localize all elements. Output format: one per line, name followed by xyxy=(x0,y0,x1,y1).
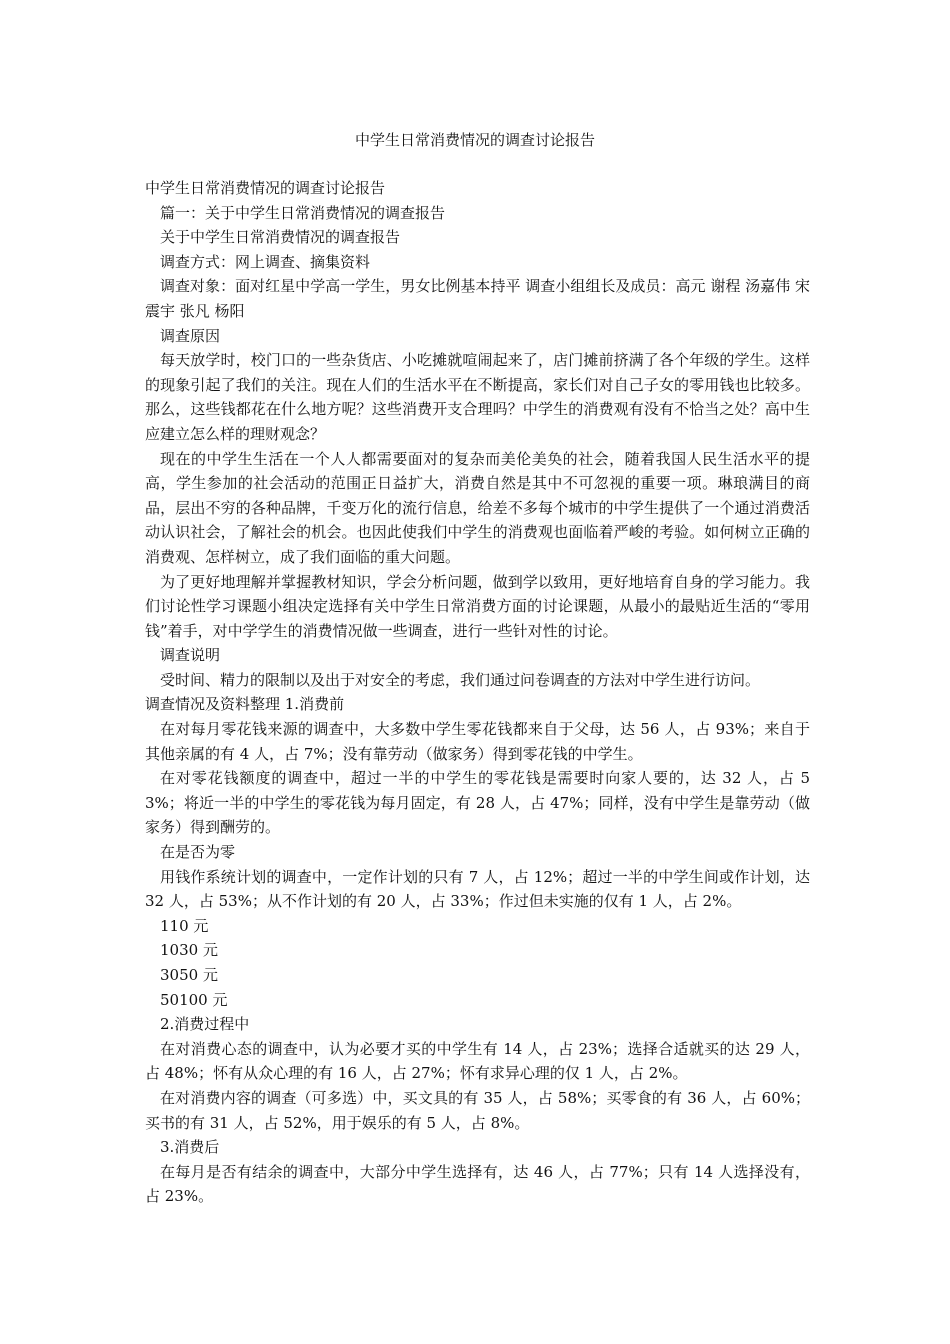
paragraph: 在对零花钱额度的调查中，超过一半的中学生的零花钱是需要时向家人要的，达 32 人，占 53%；将近一半的中学生的零花钱为每月固定，有 28 人，占 47%；同样，没有中学生是靠劳动（做家务）得到酬劳的。 xyxy=(145,769,810,837)
paragraph: 用钱作系统计划的调查中，一定作计划的只有 7 人，占 12%；超过一半的中学生间或作计划，达 32 人，占 53%；从不作计划的有 20 人，占 33%；作过但未实施的仅有 1 人，占 2%。 xyxy=(145,867,810,911)
paragraph: 在对每月零花钱来源的调查中，大多数中学生零花钱都来自于父母，达 56 人，占 93%；来自于其他亲属的有 4 人，占 7%；没有靠劳动（做家务）得到零花钱的中学生。 xyxy=(145,720,810,763)
paragraph: 50100 元 xyxy=(160,990,228,1009)
paragraph: 调查情况及资料整理 1.消费前 xyxy=(145,695,345,714)
paragraph: 2.消费过程中 xyxy=(160,1015,250,1034)
paragraph: 110 元 xyxy=(160,916,209,935)
paragraph: 关于中学生日常消费情况的调查报告 xyxy=(160,228,401,247)
paragraph: 调查原因 xyxy=(160,326,221,345)
paragraph: 每天放学时，校门口的一些杂货店、小吃摊就喧闹起来了，店门摊前挤满了各个年级的学生。这样的现象引起了我们的关注。现在人们的生活水平在不断提高，家长们对自己子女的零用钱也比较多。那么，这些钱都花在什么地方呢？这些消费开支合理吗？中学生的消费观有没有不恰当之处？高中生应建立怎么样的理财观念？ xyxy=(145,351,810,443)
paragraph: 在每月是否有结余的调查中，大部分中学生选择有，达 46 人，占 77%；只有 14 人选择没有，占 23%。 xyxy=(145,1162,810,1206)
paragraph: 调查对象：面对红星中学高一学生，男女比例基本持平 调查小组组长及成员：高元 谢程 汤嘉伟 宋震宇 张凡 杨阳 xyxy=(145,277,810,320)
paragraph: 篇一：关于中学生日常消费情况的调查报告 xyxy=(160,203,446,222)
document-body xyxy=(145,176,810,1209)
paragraph: 1030 元 xyxy=(160,941,218,960)
paragraph: 中学生日常消费情况的调查讨论报告 xyxy=(145,179,386,197)
paragraph: 在对消费内容的调查（可多选）中，买文具的有 35 人，占 58%；买零食的有 36 人，占 60%；买书的有 31 人，占 52%，用于娱乐的有 5 人，占 8%。 xyxy=(145,1088,810,1132)
paragraph: 调查方式：网上调查、摘集资料 xyxy=(160,252,371,271)
document-title: 中学生日常消费情况的调查讨论报告 xyxy=(354,131,595,149)
paragraph: 调查说明 xyxy=(160,646,221,665)
paragraph: 现在的中学生生活在一个人人都需要面对的复杂而美伦美奂的社会，随着我国人民生活水平的提高，学生参加的社会活动的范围正日益扩大，消费自然是其中不可忽视的重要一项。琳琅满目的商品，层出不穷的各种品牌，千变万化的流行信息，给差不多每个城市的中学生提供了一个通过消费活动认识社会，了解社会的机会。也因此使我们中学生的消费观也面临着严峻的考验。如何树立正确的消费观、怎样树立，成了我们面临的重大问题。 xyxy=(145,449,810,566)
paragraph: 在是否为零 xyxy=(160,843,236,862)
paragraph: 3050 元 xyxy=(160,966,218,984)
paragraph: 为了更好地理解并掌握教材知识，学会分析问题，做到学以致用，更好地培育自身的学习能力。我们讨论性学习课题小组决定选择有关中学生日常消费方面的讨论课题，从最小的最贴近生活的“零用钱”着手，对中学学生的消费情况做一些调查，进行一些针对性的讨论。 xyxy=(145,572,810,640)
paragraph: 在对消费心态的调查中，认为必要才买的中学生有 14 人，占 23%；选择合适就买的达 29 人，占 48%；怀有从众心理的有 16 人，占 27%；怀有求异心理的仅 1 人，占 2%。 xyxy=(145,1039,810,1083)
paragraph: 受时间、精力的限制以及出于对安全的考虑，我们通过问卷调查的方法对中学生进行访问。 xyxy=(160,670,761,689)
paragraph: 3.消费后 xyxy=(160,1138,220,1157)
